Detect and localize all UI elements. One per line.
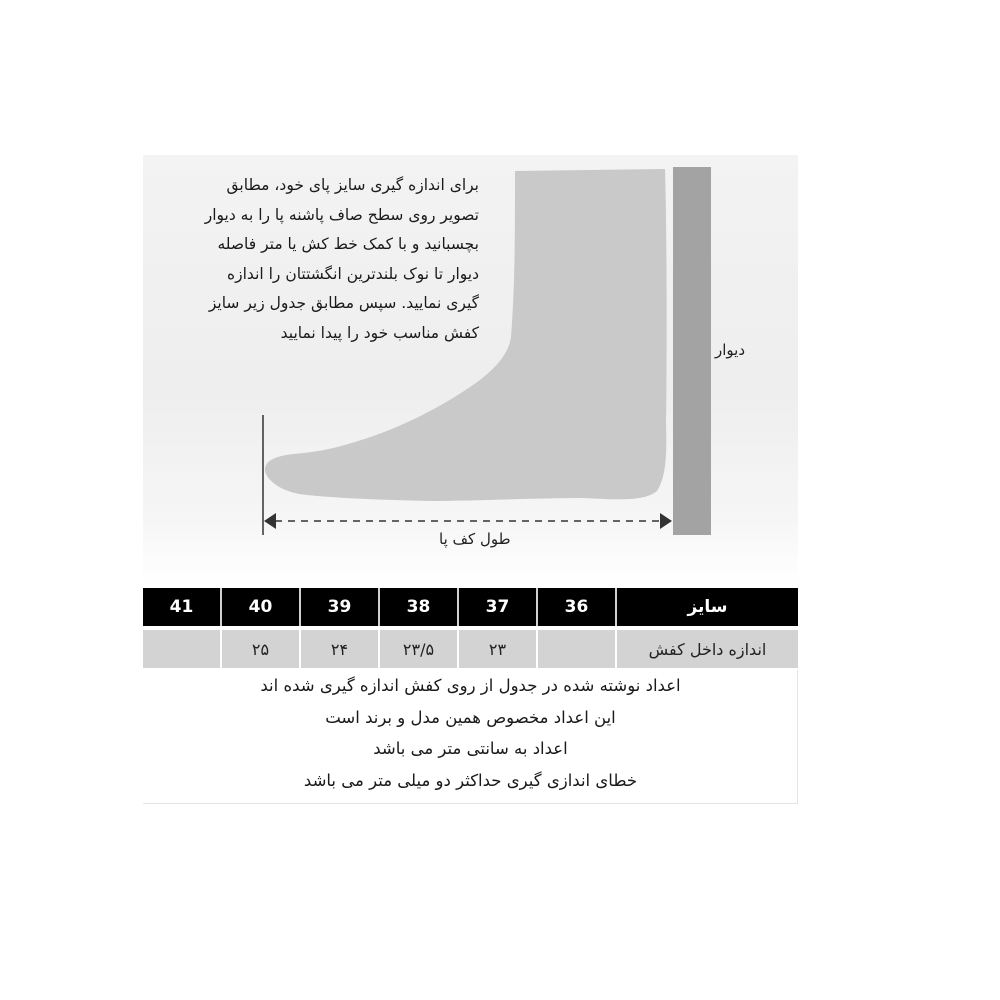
instruction-line: کفش مناسب خود را پیدا نمایید [280, 323, 479, 342]
notes [143, 670, 798, 796]
size-cell: 41 [143, 588, 221, 628]
inner-length-cell: ۲۳ [458, 628, 537, 668]
inner-length-row [143, 628, 798, 668]
size-cell: 38 [379, 588, 458, 628]
note-line: اعداد نوشته شده در جدول از روی کفش اندازه گیری شده اند [260, 676, 681, 695]
instruction-line: تصویر روی سطح صاف پاشنه پا را به دیوار [204, 205, 479, 224]
size-table [143, 588, 798, 668]
instruction-line: دیوار تا نوک بلندترین انگشتتان را اندازه [227, 264, 479, 283]
instructions-text [153, 171, 479, 348]
size-header-label: سایز [616, 588, 798, 628]
measurement-illustration [143, 155, 798, 585]
inner-length-cell [143, 628, 221, 668]
instruction-line: گیری نمایید. سپس مطابق جدول زیر سایز [208, 294, 479, 312]
divider [797, 670, 798, 804]
inner-length-cell [537, 628, 616, 668]
wall-shape [673, 167, 711, 535]
size-cell: 37 [458, 588, 537, 628]
inner-length-cell: ۲۳/۵ [379, 628, 458, 668]
arrow-right-icon [660, 513, 672, 529]
size-cell: 40 [221, 588, 300, 628]
size-header-row [143, 588, 798, 628]
inner-length-label: اندازه داخل کفش [616, 628, 798, 668]
instruction-line: بچسبانید و با کمک خط کش یا متر فاصله [217, 235, 479, 253]
foot-length-label: طول کف پا [439, 530, 511, 548]
size-cell: 36 [537, 588, 616, 628]
note-line: اعداد به سانتی متر می باشد [373, 739, 568, 758]
inner-length-cell: ۲۵ [221, 628, 300, 668]
note-line: خطای اندازی گیری حداکثر دو میلی متر می باشد [303, 770, 638, 790]
wall-label: دیوار [715, 341, 746, 359]
note-line: این اعداد مخصوص همین مدل و برند است [325, 707, 616, 727]
instruction-line: برای اندازه گیری سایز پای خود، مطابق [226, 176, 479, 194]
arrow-left-icon [264, 513, 276, 529]
divider [143, 803, 798, 804]
size-cell: 39 [300, 588, 379, 628]
inner-length-cell: ۲۴ [300, 628, 379, 668]
size-guide-card [143, 155, 798, 805]
